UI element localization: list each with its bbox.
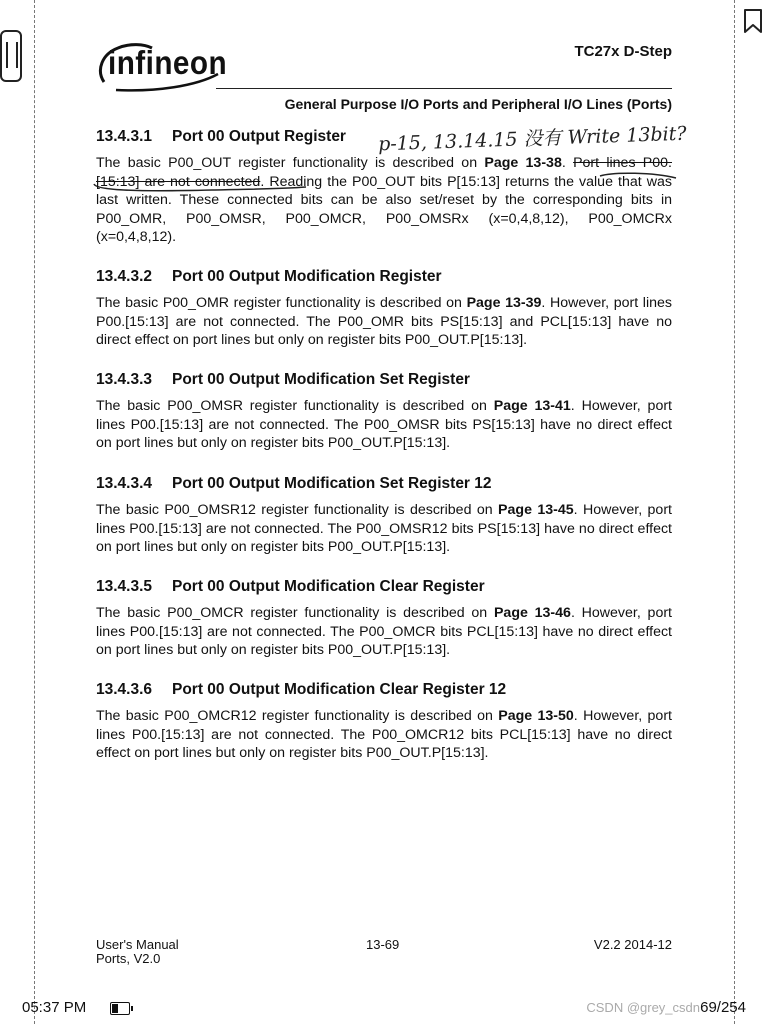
section-heading: [96, 268, 672, 286]
section-body: [96, 501, 672, 557]
body-text: . However, port lines P00.[15:13] are not connected. The P00_OMSR bits PS[15:13] have no direct effect on port lines but only on register bits P00_OUT.P[15:13].: [96, 398, 673, 451]
footer-doc-version: V2.2 2014-12: [593, 937, 672, 952]
body-text: The basic P00_OMSR12 register functionality is described on: [96, 502, 499, 518]
section-number: 13.4.3.6: [96, 681, 153, 698]
body-text: The basic P00_OMSR register functionality is described on: [96, 398, 494, 414]
clock-time: 05:37 PM: [22, 999, 87, 1016]
sidebar-toggle-button[interactable]: [0, 30, 22, 82]
chapter-title: General Purpose I/O Ports and Peripheral I/O Lines (Ports): [284, 96, 672, 112]
handwritten-note: p-15, 13.14.15 没有 Write 13bit?: [377, 122, 687, 156]
section-heading: [96, 578, 672, 596]
section-title: Port 00 Output Modification Set Register 12: [172, 475, 492, 492]
section-body: [96, 604, 672, 660]
page-reference-link[interactable]: Page 13-50: [498, 708, 574, 724]
section-13-4-3-6: [96, 681, 672, 763]
body-text: . However, port lines P00.[15:13] are not connected. The P00_OMCR12 bits PCL[15:13] have no direct effect on port lines but only on register bits P00_OUT.P[15:13].: [96, 708, 672, 761]
body-text: The basic P00_OMCR register functionality is described on: [96, 605, 494, 621]
section-13-4-3-3: [96, 371, 672, 453]
right-margin-guide: [734, 0, 735, 1024]
page-reference-link[interactable]: Page 13-41: [493, 398, 571, 414]
body-text: . However, port lines P00.[15:13] are not connected. The P00_OMCR bits PCL[15:13] have no direct effect on port lines but only on register bits P00_OUT.P[15:13].: [96, 605, 672, 658]
section-body: [96, 154, 672, 247]
left-margin-guide: [34, 0, 35, 1024]
section-title: Port 00 Output Modification Clear Register 12: [172, 681, 507, 698]
section-number: 13.4.3.5: [96, 578, 153, 595]
header-divider: [216, 88, 672, 89]
body-text: . Reading the P00_OUT bits P[15:13] returns the value that was last written. These connected bits can be also set/reset by the corresponding bits in P00_OMR, P00_OMSR, P00_OMCR, P00_OMSRx (x=0,4,8,12), P00_OMCRx (x=0,4,8,12).: [96, 173, 672, 245]
section-number: 13.4.3.1: [96, 128, 153, 145]
page-indicator[interactable]: 69/254: [700, 999, 746, 1016]
battery-icon: [110, 1002, 130, 1015]
status-bar: [0, 996, 768, 1022]
section-heading: [96, 681, 672, 699]
section-heading: [96, 475, 672, 493]
body-text: .: [561, 155, 574, 171]
battery-level: [112, 1004, 118, 1013]
section-13-4-3-1: [96, 128, 672, 247]
csdn-watermark: CSDN @grey_csdn: [586, 1000, 700, 1015]
menu-lines-icon: [6, 42, 18, 68]
section-heading: [96, 128, 672, 146]
section-body: [96, 397, 672, 453]
section-title: Port 00 Output Modification Register: [172, 268, 442, 285]
page-reference-link[interactable]: Page 13-45: [498, 502, 574, 518]
footer-left: [96, 938, 179, 966]
section-number: 13.4.3.3: [96, 371, 153, 388]
section-heading: [96, 371, 672, 389]
body-text: The basic P00_OUT register functionality is described on: [96, 155, 485, 171]
section-13-4-3-2: [96, 268, 672, 350]
section-13-4-3-4: [96, 475, 672, 557]
document-title: TC27x D-Step: [574, 43, 672, 60]
section-title: Port 00 Output Register: [172, 128, 346, 145]
body-text: The basic P00_OMR register functionality is described on: [96, 295, 467, 311]
footer-manual-label: User's Manual: [96, 937, 179, 952]
section-body: [96, 707, 672, 763]
page-reference-link[interactable]: Page 13-46: [493, 605, 571, 621]
bookmark-icon[interactable]: [742, 8, 764, 34]
body-text: . However, port lines P00.[15:13] are not connected. The P00_OMSR12 bits PS[15:13] have no direct effect on port lines but only on register bits P00_OUT.P[15:13].: [96, 502, 672, 555]
body-text: The basic P00_OMCR12 register functionality is described on: [96, 708, 499, 724]
section-number: 13.4.3.4: [96, 475, 153, 492]
section-title: Port 00 Output Modification Clear Register: [172, 578, 485, 595]
footer-page-number: 13-69: [366, 937, 400, 952]
page-reference-link[interactable]: Page 13-38: [484, 155, 562, 171]
section-number: 13.4.3.2: [96, 268, 153, 285]
struck-text: Port lines P00.[15:13] are not connected: [96, 155, 672, 190]
body-text: . However, port lines P00.[15:13] are not connected. The P00_OMR bits PS[15:13] and PCL[15:13] have no direct effect on port lines but only on register bits P00_OUT.P[15:13].: [96, 295, 672, 348]
page-reference-link[interactable]: Page 13-39: [466, 295, 542, 311]
infineon-logo-text: infineon: [108, 44, 228, 81]
section-13-4-3-5: [96, 578, 672, 660]
footer-version-label: Ports, V2.0: [96, 951, 161, 966]
section-body: [96, 294, 672, 350]
section-title: Port 00 Output Modification Set Register: [172, 371, 470, 388]
